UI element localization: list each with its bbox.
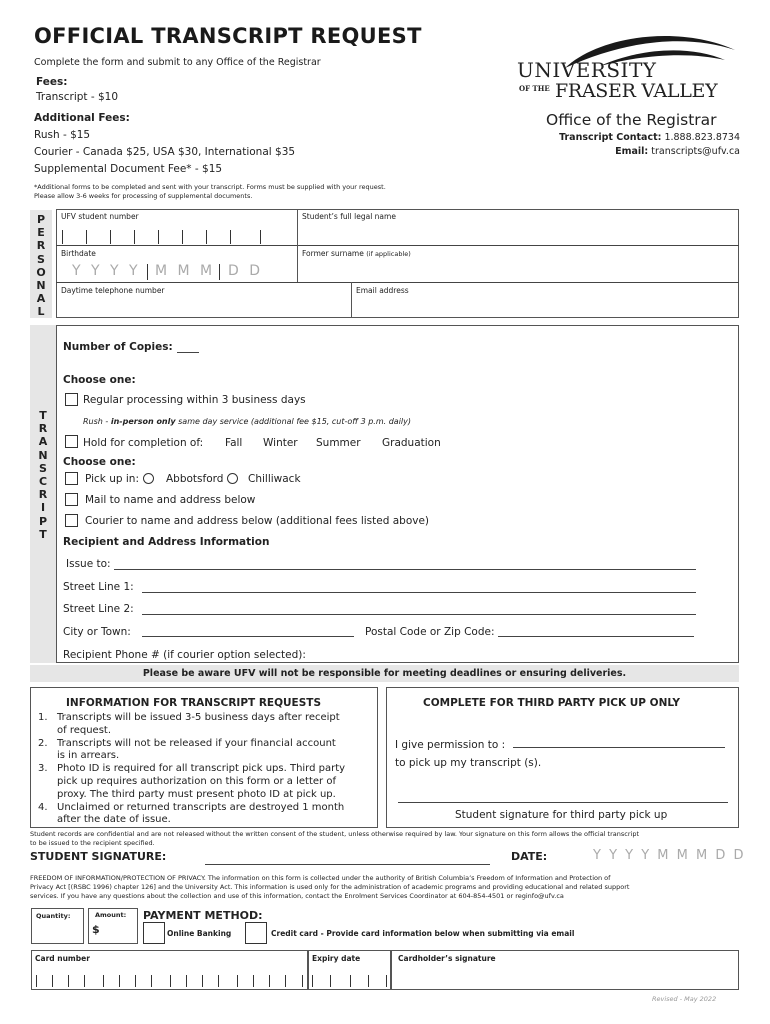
- courier-label: Courier to name and address below (additional fees listed above): [85, 515, 430, 527]
- former-surname-label: Former surname (if applicable): [302, 249, 411, 258]
- card-number-label: Card number: [35, 954, 90, 963]
- office-title: Office of the Registrar: [546, 111, 717, 129]
- page-title: OFFICIAL TRANSCRIPT REQUEST: [34, 24, 422, 48]
- pickup-label: Pick up in:: [85, 473, 139, 485]
- info-item: 2. Transcripts will not be released if your financial account is in arrears.: [38, 737, 336, 762]
- street1-field[interactable]: [142, 592, 696, 593]
- email-label: Email address: [356, 286, 409, 295]
- courier-checkbox[interactable]: [65, 514, 78, 527]
- term-winter[interactable]: Winter: [263, 437, 298, 449]
- abbotsford-radio[interactable]: [143, 473, 154, 484]
- street1-label: Street Line 1:: [63, 581, 134, 593]
- postal-field[interactable]: [498, 636, 694, 637]
- info-list: [38, 712, 376, 827]
- email-field[interactable]: [353, 296, 736, 317]
- third-party-signature-label: Student signature for third party pick up: [455, 809, 668, 821]
- online-banking-label: Online Banking: [167, 929, 232, 938]
- info-item: 4. Unclaimed or returned transcripts are destroyed 1 month after the date of issue.: [38, 801, 345, 826]
- hold-label: Hold for completion of:: [83, 437, 204, 449]
- city-label: City or Town:: [63, 626, 131, 638]
- recipient-heading: Recipient and Address Information: [63, 536, 270, 548]
- term-graduation[interactable]: Graduation: [382, 437, 441, 449]
- copies-field[interactable]: [177, 352, 199, 353]
- student-number-field[interactable]: [62, 230, 272, 244]
- term-fall[interactable]: Fall: [225, 437, 243, 449]
- date-label: DATE:: [511, 850, 548, 863]
- credit-card-checkbox[interactable]: [245, 922, 267, 944]
- rush-note: Rush - in-person only same day service (additional fee $15, cut-off 3 p.m. daily): [83, 417, 411, 426]
- credit-card-label: Credit card - Provide card information below when submitting via email: [271, 929, 575, 938]
- info-item: 3. Photo ID is required for all transcript pick ups. Third party pick up requires authorization on this form or a letter of proxy. The third party must present photo ID at pick up.: [38, 763, 346, 800]
- legal-name-label: Student’s full legal name: [302, 212, 396, 221]
- privacy-line3: services. If you have any questions about the collection and use of this information, contact the Enrolment Services Coordinator at 604-854-4501 or reginfo@ufv.ca: [30, 892, 564, 900]
- fee-supplemental: Supplemental Document Fee* - $15: [34, 163, 223, 175]
- mail-label: Mail to name and address below: [85, 494, 256, 506]
- fee-transcript: Transcript - $10: [36, 91, 119, 103]
- fee-courier: Courier - Canada $25, USA $30, International $35: [34, 146, 296, 158]
- chilliwack-label: Chilliwack: [248, 473, 301, 485]
- transcript-side-label: T R A N S C R I P T: [30, 325, 56, 663]
- birthdate-label: Birthdate: [61, 249, 96, 258]
- third-party-signature-field[interactable]: [398, 802, 728, 803]
- amount-label: Amount:: [95, 911, 127, 919]
- issue-to-field[interactable]: [114, 569, 696, 570]
- cardholder-label: Cardholder’s signature: [398, 954, 496, 963]
- student-number-label: UFV student number: [61, 212, 139, 221]
- pickup-transcript-text: to pick up my transcript (s).: [395, 757, 542, 769]
- info-heading: INFORMATION FOR TRANSCRIPT REQUESTS: [66, 697, 322, 709]
- recipient-phone-label: Recipient Phone # (if courier option selected):: [63, 649, 306, 661]
- mail-checkbox[interactable]: [65, 493, 78, 506]
- personal-side-label: P E R S O N A L: [30, 210, 52, 318]
- regular-label: Regular processing within 3 business days: [83, 394, 306, 406]
- copies-label: Number of Copies:: [63, 341, 173, 353]
- logo-of-the: OF THE: [519, 84, 550, 93]
- fee-rush: Rush - $15: [34, 129, 91, 141]
- footnote-line1: *Additional forms to be completed and sent with your transcript. Forms must be supplied with your request.: [34, 183, 386, 191]
- hold-checkbox[interactable]: [65, 435, 78, 448]
- chilliwack-radio[interactable]: [227, 473, 238, 484]
- street2-field[interactable]: [142, 614, 696, 615]
- payment-method-label: PAYMENT METHOD:: [143, 909, 263, 922]
- birthdate-field[interactable]: Y Y Y Y M M M D D: [72, 263, 264, 279]
- dollar-sign: $: [92, 923, 100, 936]
- fees-heading: Fees:: [36, 76, 68, 88]
- term-summer[interactable]: Summer: [316, 437, 361, 449]
- street2-label: Street Line 2:: [63, 603, 134, 615]
- footnote-line2: Please allow 3-6 weeks for processing of supplemental documents.: [34, 192, 253, 200]
- expiry-label: Expiry date: [312, 954, 361, 963]
- student-signature-label: STUDENT SIGNATURE:: [30, 850, 167, 863]
- privacy-line2: Privacy Act [(RSBC 1996) chapter 126] and the University Act. This information is used only for the administration of academic programs and providing educational and related support: [30, 883, 630, 891]
- legal-name-field[interactable]: [299, 222, 735, 244]
- phone-label: Daytime telephone number: [61, 286, 165, 295]
- confidential-line2: to be issued to the recipient specified.: [30, 839, 155, 847]
- contact-email: Email: transcripts@ufv.ca: [615, 146, 740, 157]
- expiry-field[interactable]: [312, 975, 388, 987]
- pickup-checkbox[interactable]: [65, 472, 78, 485]
- student-signature-field[interactable]: [205, 864, 490, 865]
- logo-fraser-valley: FRASER VALLEY: [555, 80, 718, 102]
- city-field[interactable]: [142, 636, 354, 637]
- online-banking-checkbox[interactable]: [143, 922, 165, 944]
- subtitle: Complete the form and submit to any Office of the Registrar: [34, 57, 321, 68]
- regular-checkbox[interactable]: [65, 393, 78, 406]
- permission-field[interactable]: [513, 747, 725, 748]
- postal-label: Postal Code or Zip Code:: [365, 626, 495, 638]
- quantity-label: Quantity:: [36, 912, 71, 920]
- former-surname-field[interactable]: [299, 260, 735, 281]
- issue-to-label: Issue to:: [66, 558, 111, 570]
- privacy-line1: FREEDOM OF INFORMATION/PROTECTION OF PRIVACY. The information on this form is collected under the authority of British Columbia’s Freedom of Information and Protection of: [30, 874, 611, 882]
- info-item: 1. Transcripts will be issued 3-5 business days after receipt of request.: [38, 712, 340, 736]
- transcript-contact: Transcript Contact: 1.888.823.8734: [559, 132, 740, 143]
- choose-one-processing: Choose one:: [63, 374, 136, 386]
- confidential-line1: Student records are confidential and are not released without the written consent of the student, unless otherwise required by law. Your signature on this form allows the official transcript: [30, 830, 639, 838]
- additional-fees-heading: Additional Fees:: [34, 112, 130, 124]
- card-number-field[interactable]: [36, 975, 304, 987]
- choose-one-delivery: Choose one:: [63, 456, 136, 468]
- abbotsford-label: Abbotsford: [166, 473, 224, 485]
- third-party-heading: COMPLETE FOR THIRD PARTY PICK UP ONLY: [423, 697, 681, 709]
- date-field[interactable]: Y Y Y Y M M M D D: [593, 848, 746, 863]
- deadline-warning: Please be aware UFV will not be responsible for meeting deadlines or ensuring deliveries.: [30, 665, 739, 682]
- revised-date: Revised - May 2022: [652, 995, 717, 1003]
- logo-university: UNIVERSITY: [517, 58, 657, 82]
- phone-field[interactable]: [58, 296, 348, 317]
- permission-label: I give permission to :: [395, 739, 506, 751]
